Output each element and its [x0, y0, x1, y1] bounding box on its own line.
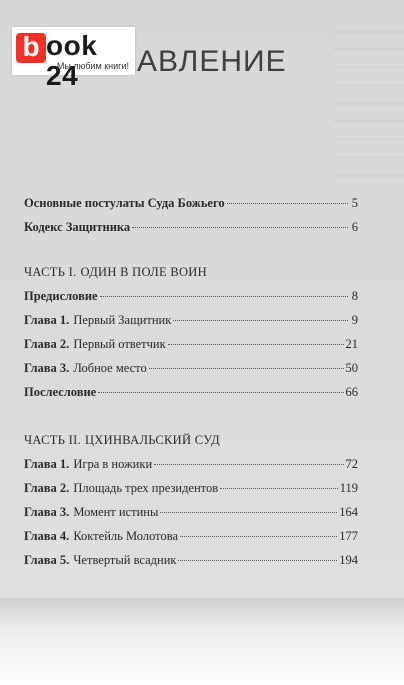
entry-title: Первый ответчик: [73, 337, 166, 351]
entry-page: 21: [345, 337, 358, 351]
entry-title: Площадь трех президентов: [73, 481, 219, 495]
chapter-label: Глава 3.: [24, 361, 70, 375]
leader-dots: [173, 320, 348, 321]
entry-title: Основные постулаты Суда Божьего: [24, 196, 225, 210]
entry-page: 72: [345, 457, 358, 471]
logo-tagline: Мы любим книги!: [56, 61, 129, 71]
part-title: ЦХИНВАЛЬСКИЙ СУД: [84, 433, 220, 447]
bleed-through-text: [334, 30, 404, 190]
entry-page: 177: [339, 529, 358, 543]
entry-title: Четвертый всадник: [73, 553, 177, 567]
leader-dots: [220, 488, 338, 489]
leader-dots: [227, 203, 348, 204]
chapter-label: Глава 2.: [24, 481, 70, 495]
logo-text: ook 24: [46, 30, 98, 91]
entry-title: Коктейль Молотова: [73, 529, 178, 543]
leader-dots: [132, 227, 348, 228]
entry-title: Послесловие: [24, 385, 97, 399]
leader-dots: [98, 392, 343, 393]
leader-dots: [149, 368, 344, 369]
part-heading: [24, 265, 358, 289]
part-label: ЧАСТЬ II.: [24, 433, 81, 447]
toc-entry: [24, 220, 358, 244]
toc-entry: [24, 457, 358, 481]
toc-entry: [24, 361, 358, 385]
part-heading: [24, 433, 358, 457]
chapter-label: Глава 1.: [24, 313, 70, 327]
entry-title: Игра в ножики: [73, 457, 153, 471]
book24-logo[interactable]: [12, 27, 135, 91]
part-title: ОДИН В ПОЛЕ ВОИН: [80, 265, 207, 279]
chapter-label: Глава 2.: [24, 337, 70, 351]
entry-page: 50: [345, 361, 358, 375]
leader-dots: [178, 560, 337, 561]
leader-dots: [168, 344, 344, 345]
entry-title: Первый Защитник: [73, 313, 172, 327]
toc-entry: [24, 196, 358, 220]
toc-entry: [24, 289, 358, 313]
part-label: ЧАСТЬ I.: [24, 265, 77, 279]
toc-entry: [24, 505, 358, 529]
toc-entry: [24, 385, 358, 409]
chapter-label: Глава 4.: [24, 529, 70, 543]
chapter-label: Глава 1.: [24, 457, 70, 471]
leader-dots: [180, 536, 337, 537]
toc-entry: [24, 313, 358, 337]
entry-page: 5: [351, 196, 358, 210]
toc-entry: [24, 553, 358, 577]
page-shadow: [0, 598, 404, 685]
leader-dots: [160, 512, 337, 513]
leader-dots: [100, 296, 348, 297]
entry-page: 164: [339, 505, 358, 519]
entry-title: Кодекс Защитника: [24, 220, 131, 234]
entry-page: 119: [339, 481, 358, 495]
entry-page: 66: [345, 385, 358, 399]
logo-mark: b: [16, 33, 46, 63]
entry-title: Момент истины: [73, 505, 159, 519]
toc-entry: [24, 529, 358, 553]
entry-page: 6: [351, 220, 358, 234]
toc-entry: [24, 337, 358, 361]
chapter-label: Глава 3.: [24, 505, 70, 519]
toc-entry: [24, 481, 358, 505]
entry-page: 9: [351, 313, 358, 327]
entry-page: 8: [351, 289, 358, 303]
chapter-label: Глава 5.: [24, 553, 70, 567]
entry-page: 194: [339, 553, 358, 567]
entry-title: Предисловие: [24, 289, 98, 303]
entry-title: Лобное место: [73, 361, 147, 375]
leader-dots: [154, 464, 343, 465]
page-title: АВЛЕНИЕ: [137, 45, 287, 78]
table-of-contents: [24, 196, 358, 577]
